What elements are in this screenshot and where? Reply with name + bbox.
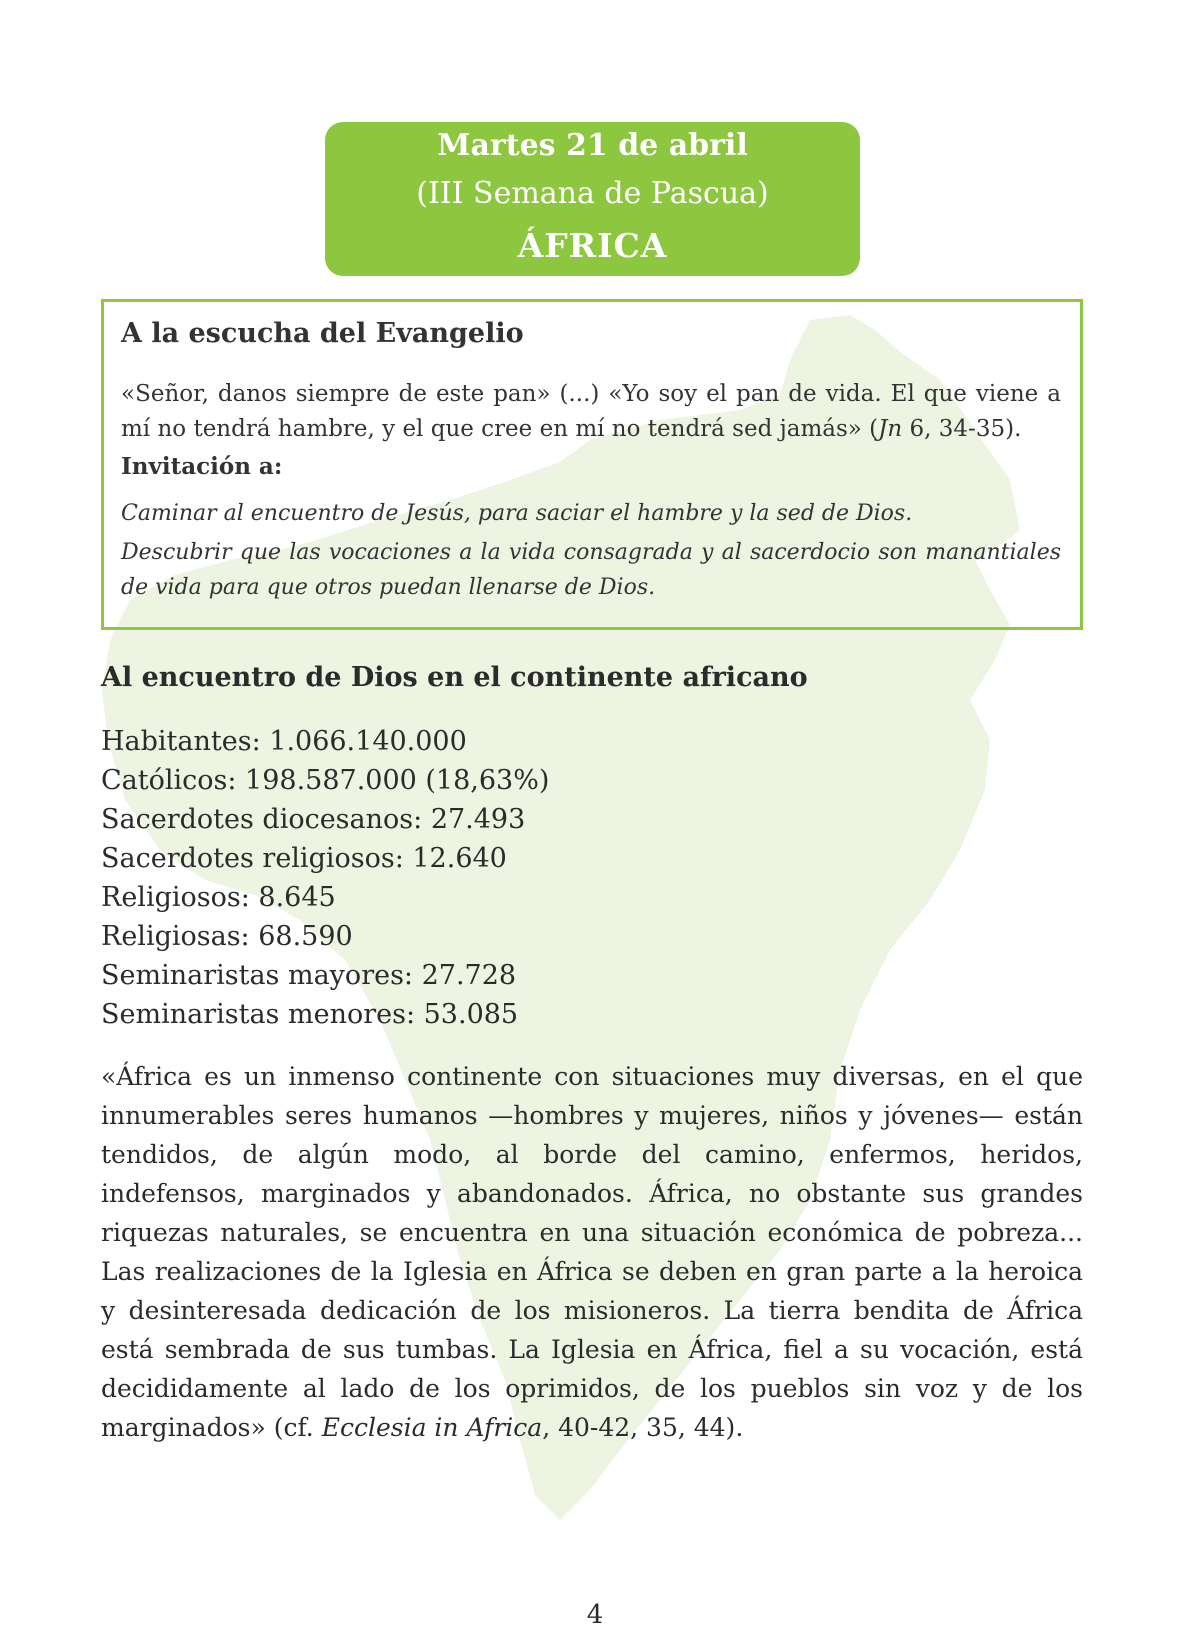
quote-paragraph [101,1057,1083,1447]
quote-paragraph-end: , 40-42, 35, 44). [542,1413,744,1442]
stat-inhabitants: Habitantes: 1.066.140.000 [101,726,467,757]
header-region: ÁFRICA [517,226,668,265]
page-number: 4 [586,1600,604,1630]
statistics-list [101,722,549,1034]
quote-paragraph-text: «África es un inmenso continente con situaciones muy diversas, en el que innumerables seres humanos —hombres y mujeres, niños y jóvenes— están tendidos, de algún modo, al borde del camino, enfermos, heridos, indefensos, marginados y abandonados. África, no obstante sus grandes riquezas naturales, se encuentra en una situación económica de pobreza... Las realizaciones de la Iglesia en África se deben en gran parte a la heroica y desinteresada dedicación de los misioneros. La tierra bendita de África está sembrada de sus tumbas. La Iglesia en África, fiel a su vocación, está decididamente al lado de los oprimidos, de los pueblos sin voz y de los marginados» (cf. [101,1062,1083,1442]
invitation-item: Descubrir que las vocaciones a la vida consagrada y al sacerdocio son manantiales de vida para que otros puedan llenarse de Dios. [121,540,1061,600]
gospel-quote [121,377,1061,447]
invitation-title: Invitación a: [121,453,283,480]
section-heading: Al encuentro de Dios en el continente africano [101,662,808,693]
stat-major-seminarians: Seminaristas mayores: 27.728 [101,960,517,991]
stat-diocesan-priests: Sacerdotes diocesanos: 27.493 [101,804,526,835]
stat-religious-men: Religiosos: 8.645 [101,882,336,913]
day-header-box [325,122,860,276]
gospel-title: A la escucha del Evangelio [121,318,524,349]
stat-religious-women: Religiosas: 68.590 [101,921,353,952]
stat-catholics: Católicos: 198.587.000 (18,63%) [101,765,550,796]
quote-paragraph-citation: Ecclesia in Africa [321,1413,543,1442]
header-week: (III Semana de Pascua) [416,176,769,211]
gospel-quote-book: Jn [878,416,903,442]
stat-religious-priests: Sacerdotes religiosos: 12.640 [101,843,507,874]
gospel-box [101,299,1083,630]
gospel-quote-ref: 6, 34-35). [902,416,1022,442]
stat-minor-seminarians: Seminaristas menores: 53.085 [101,999,519,1030]
header-date: Martes 21 de abril [437,128,748,163]
gospel-quote-text: «Señor, danos siempre de este pan» (...) «Yo soy el pan de vida. El que viene a mí no tendrá hambre, y el que cree en mí no tendrá sed jamás» ( [121,381,1061,442]
invitation-item: Caminar al encuentro de Jesús, para saciar el hambre y la sed de Dios. [121,501,913,526]
